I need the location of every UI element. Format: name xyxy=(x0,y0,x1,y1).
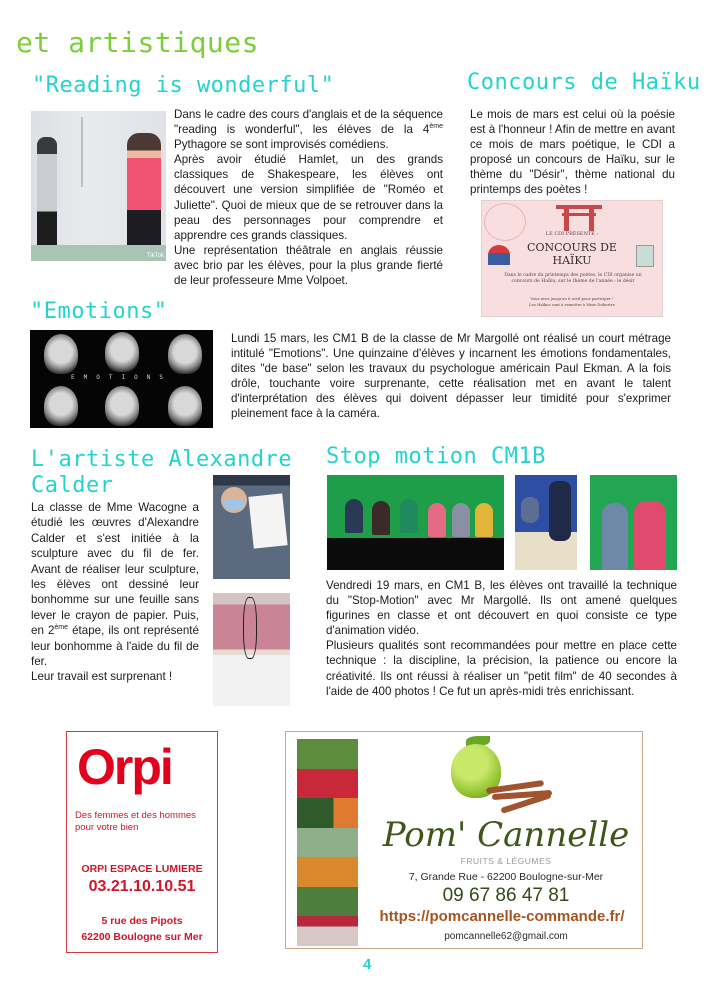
emotions-photo-caption: EMOTIONS xyxy=(71,374,172,381)
calder-paragraph-2: Leur travail est surprenant ! xyxy=(31,670,173,684)
poster-headline-1: CONCOURS DE xyxy=(527,241,617,254)
torii-icon xyxy=(556,203,602,231)
calder-paragraph-1: La classe de Mme Wacogne a étudié les œuvres d'Alexandre Calder et s'est initiée à la sculpture avec du fil de fer. Avant de réaliser leur sculpture, les élèves ont dessiné leur bonhomme sur une feuille sans lever le crayon de papier. Puis, en 2ème étape, ils ont représenté leur bonhomme à l'aide du fil de fer. xyxy=(31,501,199,669)
poster-footer-2: Les Haïkus sont à remettre à Mme Dubertre xyxy=(529,302,615,307)
calder-title-line-2: Calder xyxy=(31,473,114,498)
poster-body: Dans le cadre du printemps des poètes, le CDI organise un concours de Haïku, sur le thème de l'année : le désir xyxy=(504,273,642,284)
pomcannelle-address: 7, Grande Rue - 62200 Boulogne-sur-Mer xyxy=(408,871,604,883)
reading-paragraph-2: Après avoir étudié Hamlet, un des grands classiques de Shakespeare, les élèves ont découvert une version simplifiée de "Roméo et Juliette". Quoi de mieux que de se retrouver dans la peau des personnages pour comprendre et apprendre ces grands classiques. xyxy=(174,153,443,242)
orpi-advertisement[interactable] xyxy=(66,731,218,953)
calder-photo-wire-sculpture xyxy=(213,593,290,706)
orpi-agency-name: ORPI ESPACE LUMIERE xyxy=(81,863,203,875)
theatre-photo xyxy=(31,111,166,261)
emotions-article: Lundi 15 mars, les CM1 B de la classe de Mr Margollé ont réalisé un court métrage intitulé "Emotions". Une quinzaine d'élèves y incarnent les émotions fondamentales, dites "de base" selon les travaux du psychologue américain Paul Ekman. A la fois drôle, touchante voire surprenante, cette réalisation met en avant le talent d'interprétation des élèves qui doivent dépasser leur timidité pour s'exprimer pleinement face à la caméra. xyxy=(231,332,671,421)
reading-paragraph-3: Une représentation théâtrale en anglais réussie avec brio par les élèves, pour la plus grande fierté de leur professeure Mme Volpoet. xyxy=(174,243,443,288)
tiktok-watermark: TikTok xyxy=(146,253,164,259)
reading-title: "Reading is wonderful" xyxy=(32,73,335,98)
orpi-address-line-2: 62200 Boulogne sur Mer xyxy=(81,931,203,943)
haiku-poster xyxy=(481,200,663,317)
stopmotion-article xyxy=(326,578,677,699)
emotions-title: "Emotions" xyxy=(30,299,168,324)
pomcannelle-website-link[interactable]: https://pomcannelle-commande.fr/ xyxy=(379,908,625,925)
vegetables-photo-strip xyxy=(297,739,358,946)
calder-article xyxy=(31,500,199,685)
orpi-logo: Orpi xyxy=(77,739,172,795)
poster-headline-2: HAÏKU xyxy=(552,254,592,267)
page-section-title: et artistiques xyxy=(16,26,260,59)
emotions-photo xyxy=(30,330,213,428)
pomcannelle-phone: 09 67 86 47 81 xyxy=(442,885,570,906)
stopmotion-paragraph-2: Plusieurs qualités sont recommandées pour mettre en place cette technique : la discipline, la précision, la patience ou encore la créativité. Ils ont réussi à réaliser un "petit film" de 40 secondes à l'aide de 400 photos ! Ce fut un après-midi très enrichissant. xyxy=(326,639,677,698)
pomcannelle-subtitle: FRUITS & LÉGUMES xyxy=(460,856,552,866)
orpi-phone: 03.21.10.10.51 xyxy=(88,878,196,895)
page-number: 4 xyxy=(363,956,372,973)
reading-paragraph-1: Dans le cadre des cours d'anglais et de la séquence "reading is wonderful", les élèves de la 4ème Pythagore se sont improvisés comédiens. xyxy=(174,108,443,152)
stopmotion-paragraph-1: Vendredi 19 mars, en CM1 B, les élèves ont travaillé la technique du "Stop-Motion" avec Mr Margollé. Ils ont amené quelques figurines en classe et ont découvert en quoi consiste ce type d'animation vidéo. xyxy=(326,579,677,638)
calder-photo-student xyxy=(213,475,290,579)
stopmotion-photo-filming xyxy=(515,475,577,570)
stopmotion-title: Stop motion CM1B xyxy=(326,444,546,469)
stopmotion-photo-group xyxy=(327,475,504,570)
stopmotion-photo-duo xyxy=(590,475,677,570)
pomcannelle-email-link[interactable]: pomcannelle62@gmail.com xyxy=(444,931,568,942)
pomcannelle-advertisement[interactable] xyxy=(285,731,643,949)
calder-title-line-1: L'artiste Alexandre xyxy=(31,447,293,472)
orpi-slogan: Des femmes et des hommes pour votre bien xyxy=(75,810,196,833)
reading-article xyxy=(174,107,443,288)
haiku-title: Concours de Haïku xyxy=(467,70,701,95)
pomcannelle-logo-name: Pom' Cannelle xyxy=(382,815,630,855)
haiku-article: Le mois de mars est celui où la poésie est à l'honneur ! Afin de mettre en avant ce mois de mars poétique, le CDI a proposé un concours de Haïku, sur le thème du "Désir", thème national du printemps des poètes ! xyxy=(470,108,675,197)
poster-footer-1: Vous avez jusqu'au 6 avril pour participer ! xyxy=(530,296,614,301)
orpi-address-line-1: 5 rue des Pipots xyxy=(101,915,183,927)
poster-kicker: LE CDI PRÉSENTE : xyxy=(545,231,599,237)
